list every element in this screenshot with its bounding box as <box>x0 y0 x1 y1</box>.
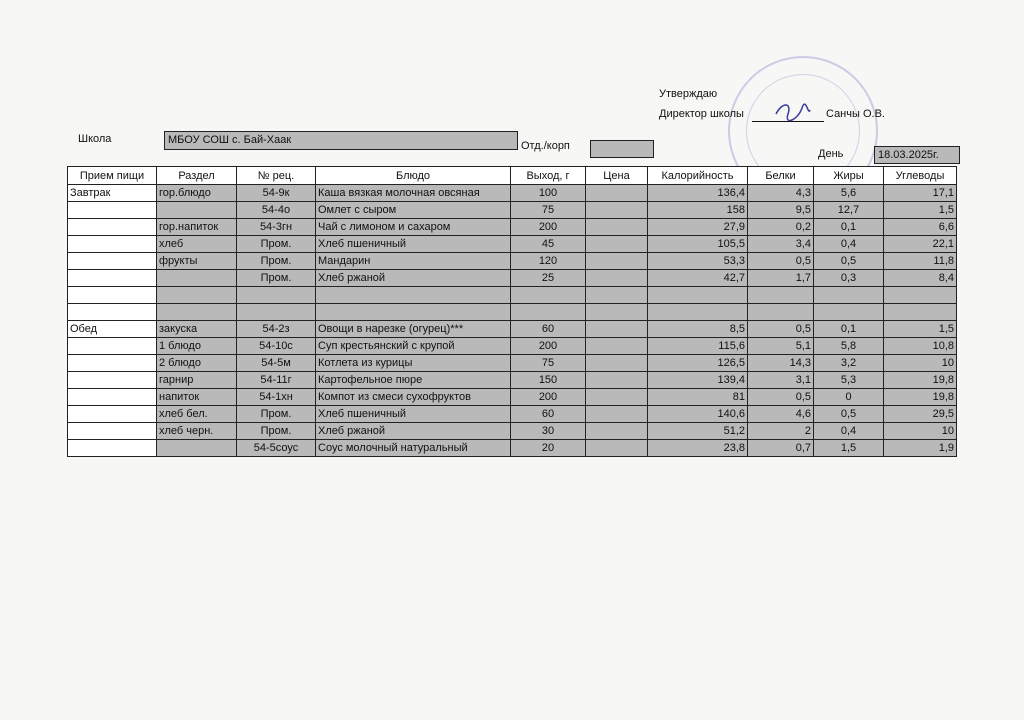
meal-cell[interactable] <box>68 440 157 457</box>
protein-cell[interactable]: 3,1 <box>748 372 814 389</box>
price-cell[interactable] <box>586 219 648 236</box>
table-row <box>68 440 957 457</box>
yield-cell[interactable] <box>511 287 586 304</box>
meal-cell[interactable] <box>68 202 157 219</box>
section-cell[interactable]: напиток <box>157 389 237 406</box>
table-row <box>68 372 957 389</box>
fat-cell[interactable]: 5,8 <box>814 338 884 355</box>
calories-cell[interactable]: 136,4 <box>648 185 748 202</box>
table-row <box>68 202 957 219</box>
calories-cell[interactable]: 158 <box>648 202 748 219</box>
table-row <box>68 406 957 423</box>
yield-cell[interactable]: 20 <box>511 440 586 457</box>
signature-scribble <box>772 100 812 124</box>
protein-cell[interactable]: 0,5 <box>748 321 814 338</box>
section-cell[interactable]: гарнир <box>157 372 237 389</box>
protein-cell[interactable]: 9,5 <box>748 202 814 219</box>
carbs-cell[interactable] <box>884 304 957 321</box>
dish-cell[interactable]: Соус молочный натуральный <box>316 440 511 457</box>
approve-label: Утверждаю <box>659 88 718 100</box>
fat-cell[interactable]: 0,4 <box>814 423 884 440</box>
table-row <box>68 219 957 236</box>
recipe-no-cell[interactable]: 54-4о <box>237 202 316 219</box>
fat-cell[interactable]: 3,2 <box>814 355 884 372</box>
recipe-no-cell[interactable]: Пром. <box>237 270 316 287</box>
protein-cell[interactable]: 14,3 <box>748 355 814 372</box>
day-label: День <box>818 148 844 160</box>
meal-cell[interactable] <box>68 270 157 287</box>
col-header: № рец. <box>237 167 316 185</box>
table-row <box>68 338 957 355</box>
calories-cell[interactable]: 115,6 <box>648 338 748 355</box>
meal-cell[interactable] <box>68 219 157 236</box>
yield-cell[interactable]: 150 <box>511 372 586 389</box>
calories-cell[interactable]: 23,8 <box>648 440 748 457</box>
meal-cell[interactable] <box>68 355 157 372</box>
dish-cell[interactable]: Мандарин <box>316 253 511 270</box>
table-row <box>68 304 957 321</box>
price-cell[interactable] <box>586 338 648 355</box>
table-row <box>68 270 957 287</box>
yield-cell[interactable] <box>511 304 586 321</box>
dish-cell[interactable]: Хлеб пшеничный <box>316 236 511 253</box>
meal-cell[interactable] <box>68 423 157 440</box>
calories-cell[interactable]: 42,7 <box>648 270 748 287</box>
fat-cell[interactable] <box>814 287 884 304</box>
section-cell[interactable] <box>157 202 237 219</box>
meal-cell[interactable] <box>68 338 157 355</box>
dept-field[interactable] <box>590 140 654 158</box>
carbs-cell[interactable]: 29,5 <box>884 406 957 423</box>
calories-cell[interactable]: 140,6 <box>648 406 748 423</box>
col-header: Жиры <box>814 167 884 185</box>
price-cell[interactable] <box>586 406 648 423</box>
meal-cell[interactable]: Обед <box>68 321 157 338</box>
dish-cell[interactable]: Овощи в нарезке (огурец)*** <box>316 321 511 338</box>
col-header: Раздел <box>157 167 237 185</box>
table-row <box>68 321 957 338</box>
dish-cell[interactable]: Суп крестьянский с крупой <box>316 338 511 355</box>
meal-cell[interactable] <box>68 253 157 270</box>
director-name: Санчы О.В. <box>826 108 885 120</box>
recipe-no-cell[interactable]: Пром. <box>237 423 316 440</box>
calories-cell[interactable] <box>648 304 748 321</box>
section-cell[interactable]: хлеб <box>157 236 237 253</box>
dish-cell[interactable]: Омлет с сыром <box>316 202 511 219</box>
director-label: Директор школы <box>659 108 744 120</box>
yield-cell[interactable]: 60 <box>511 321 586 338</box>
section-cell[interactable] <box>157 287 237 304</box>
carbs-cell[interactable]: 6,6 <box>884 219 957 236</box>
table-row <box>68 287 957 304</box>
recipe-no-cell[interactable]: 54-5м <box>237 355 316 372</box>
carbs-cell[interactable]: 17,1 <box>884 185 957 202</box>
recipe-no-cell[interactable]: 54-2з <box>237 321 316 338</box>
meal-cell[interactable] <box>68 372 157 389</box>
recipe-no-cell[interactable] <box>237 304 316 321</box>
section-cell[interactable]: хлеб черн. <box>157 423 237 440</box>
dish-cell[interactable]: Каша вязкая молочная овсяная <box>316 185 511 202</box>
dish-cell[interactable]: Хлеб ржаной <box>316 270 511 287</box>
section-cell[interactable]: 1 блюдо <box>157 338 237 355</box>
protein-cell[interactable]: 0,7 <box>748 440 814 457</box>
recipe-no-cell[interactable]: 54-1хн <box>237 389 316 406</box>
calories-cell[interactable]: 139,4 <box>648 372 748 389</box>
yield-cell[interactable]: 45 <box>511 236 586 253</box>
recipe-no-cell[interactable]: 54-11г <box>237 372 316 389</box>
protein-cell[interactable]: 4,3 <box>748 185 814 202</box>
recipe-no-cell[interactable]: Пром. <box>237 253 316 270</box>
recipe-no-cell[interactable]: Пром. <box>237 236 316 253</box>
col-header: Белки <box>748 167 814 185</box>
protein-cell[interactable]: 4,6 <box>748 406 814 423</box>
yield-cell[interactable]: 75 <box>511 202 586 219</box>
col-header: Прием пищи <box>68 167 157 185</box>
protein-cell[interactable]: 5,1 <box>748 338 814 355</box>
yield-cell[interactable]: 25 <box>511 270 586 287</box>
col-header: Блюдо <box>316 167 511 185</box>
protein-cell[interactable]: 0,5 <box>748 253 814 270</box>
fat-cell[interactable]: 5,3 <box>814 372 884 389</box>
price-cell[interactable] <box>586 287 648 304</box>
section-cell[interactable]: гор.напиток <box>157 219 237 236</box>
table-row <box>68 389 957 406</box>
recipe-no-cell[interactable]: 54-9к <box>237 185 316 202</box>
carbs-cell[interactable]: 11,8 <box>884 253 957 270</box>
meal-cell[interactable] <box>68 236 157 253</box>
calories-cell[interactable]: 53,3 <box>648 253 748 270</box>
price-cell[interactable] <box>586 440 648 457</box>
calories-cell[interactable]: 51,2 <box>648 423 748 440</box>
protein-cell[interactable]: 1,7 <box>748 270 814 287</box>
fat-cell[interactable]: 12,7 <box>814 202 884 219</box>
section-cell[interactable]: 2 блюдо <box>157 355 237 372</box>
carbs-cell[interactable]: 8,4 <box>884 270 957 287</box>
protein-cell[interactable]: 3,4 <box>748 236 814 253</box>
section-cell[interactable] <box>157 270 237 287</box>
fat-cell[interactable] <box>814 304 884 321</box>
dept-label: Отд./корп <box>521 140 570 152</box>
meal-cell[interactable] <box>68 406 157 423</box>
section-cell[interactable]: закуска <box>157 321 237 338</box>
section-cell[interactable]: хлеб бел. <box>157 406 237 423</box>
table-row <box>68 236 957 253</box>
col-header: Углеводы <box>884 167 957 185</box>
section-cell[interactable] <box>157 440 237 457</box>
dish-cell[interactable]: Чай с лимоном и сахаром <box>316 219 511 236</box>
meal-cell[interactable] <box>68 389 157 406</box>
yield-cell[interactable]: 120 <box>511 253 586 270</box>
meal-cell[interactable]: Завтрак <box>68 185 157 202</box>
carbs-cell[interactable]: 1,5 <box>884 202 957 219</box>
calories-cell[interactable]: 8,5 <box>648 321 748 338</box>
dish-cell[interactable]: Котлета из курицы <box>316 355 511 372</box>
section-cell[interactable]: гор.блюдо <box>157 185 237 202</box>
yield-cell[interactable]: 200 <box>511 219 586 236</box>
carbs-cell[interactable]: 10 <box>884 423 957 440</box>
price-cell[interactable] <box>586 236 648 253</box>
carbs-cell[interactable]: 1,5 <box>884 321 957 338</box>
price-cell[interactable] <box>586 304 648 321</box>
table-row <box>68 355 957 372</box>
calories-cell[interactable]: 81 <box>648 389 748 406</box>
yield-cell[interactable]: 30 <box>511 423 586 440</box>
fat-cell[interactable]: 0,1 <box>814 321 884 338</box>
calories-cell[interactable]: 126,5 <box>648 355 748 372</box>
recipe-no-cell[interactable]: 54-3гн <box>237 219 316 236</box>
fat-cell[interactable]: 0,5 <box>814 406 884 423</box>
dish-cell[interactable] <box>316 304 511 321</box>
fat-cell[interactable]: 1,5 <box>814 440 884 457</box>
section-cell[interactable] <box>157 304 237 321</box>
fat-cell[interactable]: 0,4 <box>814 236 884 253</box>
school-field[interactable]: МБОУ СОШ с. Бай-Хаак <box>164 131 518 150</box>
protein-cell[interactable]: 2 <box>748 423 814 440</box>
calories-cell[interactable]: 27,9 <box>648 219 748 236</box>
calories-cell[interactable] <box>648 287 748 304</box>
dish-cell[interactable]: Картофельное пюре <box>316 372 511 389</box>
yield-cell[interactable]: 60 <box>511 406 586 423</box>
dish-cell[interactable] <box>316 287 511 304</box>
calories-cell[interactable]: 105,5 <box>648 236 748 253</box>
carbs-cell[interactable]: 19,8 <box>884 372 957 389</box>
price-cell[interactable] <box>586 185 648 202</box>
yield-cell[interactable]: 200 <box>511 338 586 355</box>
price-cell[interactable] <box>586 423 648 440</box>
menu-table <box>67 166 957 457</box>
recipe-no-cell[interactable] <box>237 287 316 304</box>
fat-cell[interactable]: 0,3 <box>814 270 884 287</box>
carbs-cell[interactable]: 10,8 <box>884 338 957 355</box>
col-header: Калорийность <box>648 167 748 185</box>
protein-cell[interactable] <box>748 304 814 321</box>
fat-cell[interactable]: 0,5 <box>814 253 884 270</box>
col-header: Выход, г <box>511 167 586 185</box>
table-row <box>68 253 957 270</box>
price-cell[interactable] <box>586 270 648 287</box>
recipe-no-cell[interactable]: Пром. <box>237 406 316 423</box>
carbs-cell[interactable]: 19,8 <box>884 389 957 406</box>
dish-cell[interactable]: Хлеб ржаной <box>316 423 511 440</box>
fat-cell[interactable]: 0,1 <box>814 219 884 236</box>
school-label: Школа <box>78 133 112 145</box>
carbs-cell[interactable]: 22,1 <box>884 236 957 253</box>
table-row <box>68 185 957 202</box>
price-cell[interactable] <box>586 253 648 270</box>
fat-cell[interactable]: 5,6 <box>814 185 884 202</box>
price-cell[interactable] <box>586 372 648 389</box>
dish-cell[interactable]: Компот из смеси сухофруктов <box>316 389 511 406</box>
yield-cell[interactable]: 200 <box>511 389 586 406</box>
price-cell[interactable] <box>586 321 648 338</box>
price-cell[interactable] <box>586 389 648 406</box>
carbs-cell[interactable] <box>884 287 957 304</box>
protein-cell[interactable]: 0,5 <box>748 389 814 406</box>
carbs-cell[interactable]: 10 <box>884 355 957 372</box>
day-field[interactable]: 18.03.2025г. <box>874 146 960 164</box>
section-cell[interactable]: фрукты <box>157 253 237 270</box>
meal-cell[interactable] <box>68 287 157 304</box>
meal-cell[interactable] <box>68 304 157 321</box>
yield-cell[interactable]: 75 <box>511 355 586 372</box>
price-cell[interactable] <box>586 355 648 372</box>
table-header-row <box>68 167 957 185</box>
yield-cell[interactable]: 100 <box>511 185 586 202</box>
recipe-no-cell[interactable]: 54-5соус <box>237 440 316 457</box>
protein-cell[interactable] <box>748 287 814 304</box>
col-header: Цена <box>586 167 648 185</box>
dish-cell[interactable]: Хлеб пшеничный <box>316 406 511 423</box>
carbs-cell[interactable]: 1,9 <box>884 440 957 457</box>
fat-cell[interactable]: 0 <box>814 389 884 406</box>
protein-cell[interactable]: 0,2 <box>748 219 814 236</box>
recipe-no-cell[interactable]: 54-10с <box>237 338 316 355</box>
price-cell[interactable] <box>586 202 648 219</box>
table-row <box>68 423 957 440</box>
